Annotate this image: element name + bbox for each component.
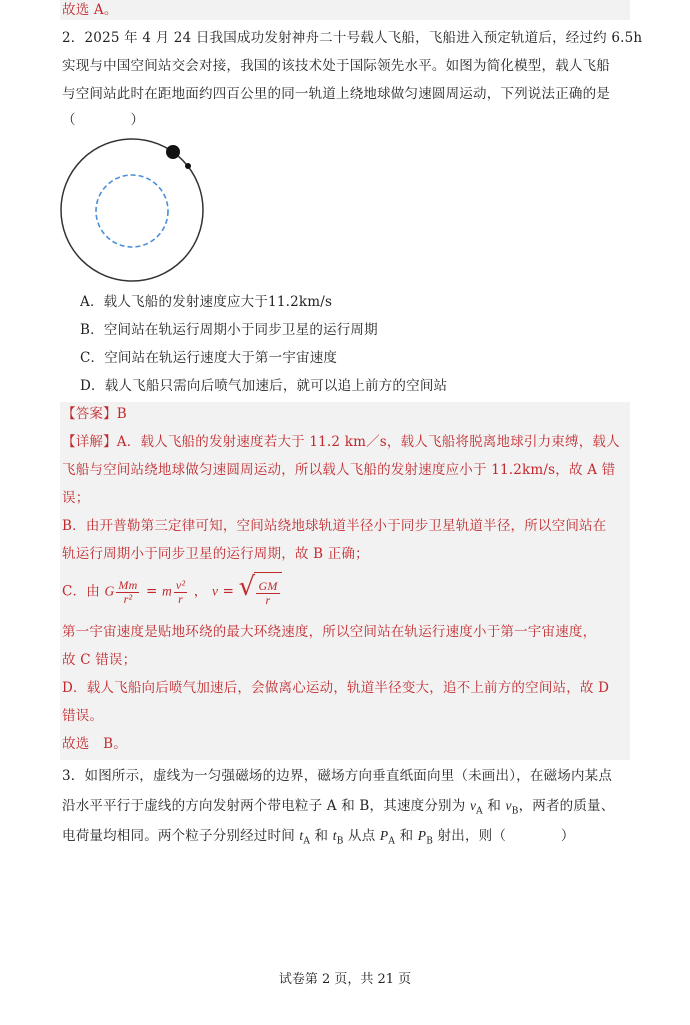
option-a: A．载人飞船的发射速度应大于11.2km/s [80, 294, 333, 310]
formula-sqrt: √ $\frac{GM}{r}$ [239, 572, 282, 612]
orbit-diagram [55, 135, 215, 285]
option-c: C．空间站在轨运行速度大于第一宇宙速度 [80, 350, 338, 366]
var-vB: v [505, 798, 512, 813]
detail2-line-5: 故选 B。 [62, 736, 127, 752]
spacecraft-dot [185, 163, 191, 169]
detail2-line-4: 错误。 [62, 708, 104, 724]
answer-label: 【答案】B [62, 406, 127, 422]
answer-shade-top [60, 0, 630, 20]
formula-equals-2: = [222, 583, 235, 600]
formula-prefix: C．由 [62, 583, 100, 600]
q2-line-3: 与空间站此时在距地面约四百公里的同一轨道上绕地球做匀速圆周运动，下列说法正确的是 [62, 86, 610, 102]
formula-frac-v2-r: $\frac{\text{v²}}{r}$ [175, 577, 186, 606]
var-vA: v [469, 798, 477, 813]
detail-line-2: 飞船与空间站绕地球做匀速圆周运动，所以载人飞船的发射速度应小于 11.2km/s，故 A 错 [62, 462, 616, 478]
formula-line [62, 572, 282, 612]
q2-blank: （ ） [62, 112, 145, 128]
q2-line-2: 实现与中国空间站交会对接，我国的该技术处于国际领先水平。如图为简化模型，载人飞船 [62, 58, 610, 74]
detail2-line-3: D．载人飞船向后喷气加速后，会做离心运动，轨道半径变大，追不上前方的空间站，故 D [62, 680, 610, 696]
formula-frac-mm-r2: $\frac{Mm}{\text{r²}}$ [118, 577, 138, 606]
detail-line-5: 轨运行周期小于同步卫星的运行周期，故 B 正确； [62, 546, 369, 562]
detail2-line-2: 故 C 错误； [62, 652, 137, 668]
var-PB: P [417, 828, 427, 843]
detail-line-1: 【详解】A．载人飞船的发射速度若大于 11.2 km／s，载人飞船将脱离地球引力束缚，载人 [62, 434, 620, 450]
detail-line-4: B．由开普勒第三定律可知，空间站绕地球轨道半径小于同步卫星轨道半径，所以空间站在 [62, 518, 607, 534]
detail-line-3: 误； [62, 490, 90, 506]
q3-line-3: 电荷量均相同。两个粒子分别经过时间 $t_A$ 和 $t_B$ 从点 $P_A$ 和 $P_B$ 射出，则（ ） [62, 828, 575, 847]
q2-line-1: 2．2025 年 4 月 24 日我国成功发射神舟二十号载人飞船，飞船进入预定轨道后，经过约 6.5h [62, 30, 643, 46]
formula-g: G [104, 583, 115, 599]
option-b: B．空间站在轨运行周期小于同步卫星的运行周期 [80, 322, 378, 338]
detail2-line-1: 第一宇宙速度是贴地环绕的最大环绕速度，所以空间站在轨运行速度小于第一宇宙速度， [62, 624, 597, 640]
option-d: D．载人飞船只需向后喷气加速后，就可以追上前方的空间站 [80, 378, 448, 394]
page-footer: 试卷第 2 页，共 21 页 [278, 972, 412, 987]
formula-equals: = [145, 583, 158, 600]
formula-v: v [211, 583, 219, 599]
orbit-circle [61, 139, 203, 281]
var-PA: P [379, 828, 389, 843]
q3-line-1: 3．如图所示，虚线为一匀强磁场的边界，磁场方向垂直纸面向里（未画出），在磁场内某点 [62, 768, 613, 784]
formula-sep: ， [193, 583, 208, 600]
space-station-dot [166, 145, 180, 159]
q3-line-2: 沿水平平行于虚线的方向发射两个带电粒子 A 和 B，其速度分别为 $v_A$ 和 $v_B$，两者的质量、 [62, 798, 615, 817]
var-tA: t [299, 828, 304, 843]
formula-m: m [161, 583, 172, 599]
earth-dashed-circle [96, 175, 168, 247]
var-tB: t [332, 828, 337, 843]
prev-answer-line: 故选 A。 [62, 2, 118, 18]
